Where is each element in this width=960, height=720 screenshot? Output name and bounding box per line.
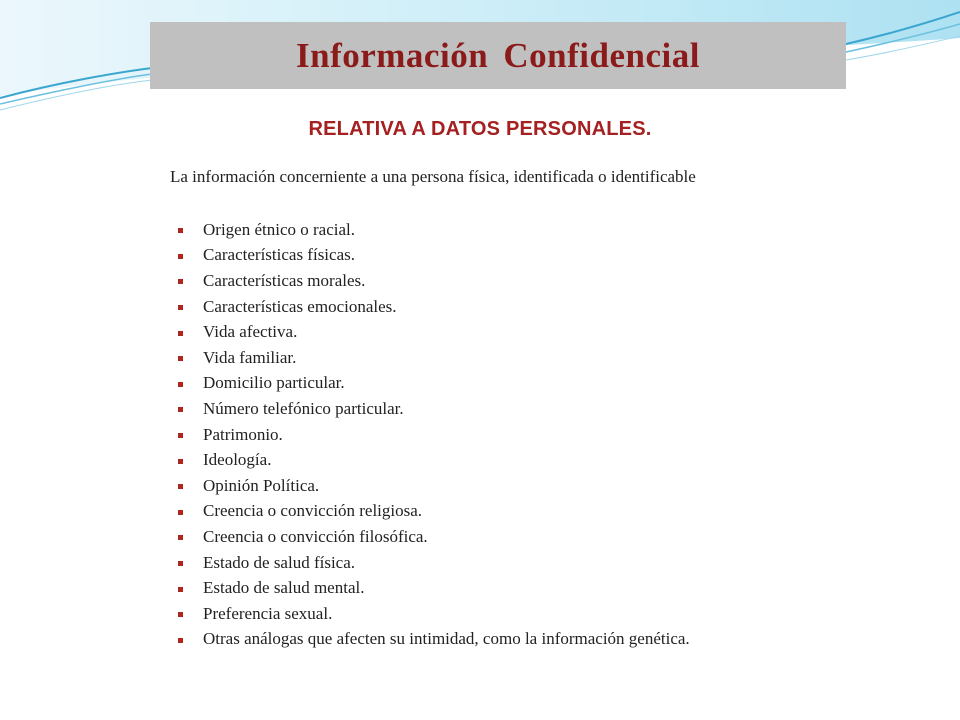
square-bullet-icon (178, 228, 183, 233)
square-bullet-icon (178, 382, 183, 387)
list-item (178, 422, 690, 448)
list-item-text: Ideología. (203, 450, 272, 470)
square-bullet-icon (178, 356, 183, 361)
list-item-text: Características emocionales. (203, 296, 397, 316)
list-item (178, 627, 690, 653)
slide-title: Información Confidencial (296, 35, 700, 75)
intro-text: La información concerniente a una persona física, identificada o identificable (170, 167, 696, 186)
list-item (178, 371, 690, 397)
list-item (178, 447, 690, 473)
list-item-text: Patrimonio. (203, 424, 283, 444)
list-item (178, 294, 690, 320)
list-item (178, 499, 690, 525)
square-bullet-icon (178, 535, 183, 540)
square-bullet-icon (178, 510, 183, 515)
square-bullet-icon (178, 484, 183, 489)
square-bullet-icon (178, 305, 183, 310)
list-item-text: Creencia o convicción religiosa. (203, 501, 423, 521)
list-item (178, 217, 690, 243)
square-bullet-icon (178, 638, 183, 643)
square-bullet-icon (178, 433, 183, 438)
list-item (178, 550, 690, 576)
list-item (178, 396, 690, 422)
square-bullet-icon (178, 612, 183, 617)
list-item (178, 524, 690, 550)
square-bullet-icon (178, 561, 183, 566)
square-bullet-icon (178, 459, 183, 464)
square-bullet-icon (178, 587, 183, 592)
list-item (178, 345, 690, 371)
list-item-text: Características morales. (203, 270, 366, 290)
square-bullet-icon (178, 331, 183, 336)
list-item (178, 268, 690, 294)
list-item-text: Características físicas. (203, 245, 355, 265)
list-item-text: Estado de salud física. (203, 552, 356, 572)
list-item (178, 601, 690, 627)
list-item-text: Número telefónico particular. (203, 398, 404, 418)
square-bullet-icon (178, 407, 183, 412)
list-item (178, 473, 690, 499)
list-item (178, 575, 690, 601)
list-item-text: Vida afectiva. (203, 322, 298, 342)
list-item-text: Estado de salud mental. (203, 578, 365, 598)
title-box (150, 22, 846, 89)
list-item (178, 243, 690, 269)
list-item-text: Otras análogas que afecten su intimidad, como la información genética. (203, 629, 690, 649)
square-bullet-icon (178, 279, 183, 284)
list-item-text: Creencia o convicción filosófica. (203, 526, 428, 546)
list-item (178, 319, 690, 345)
list-item-text: Domicilio particular. (203, 373, 345, 393)
list-item-text: Opinión Política. (203, 475, 320, 495)
slide-subtitle: RELATIVA A DATOS PERSONALES. (308, 118, 652, 140)
list-item-text: Vida familiar. (203, 347, 297, 367)
bullet-list (178, 217, 690, 652)
square-bullet-icon (178, 254, 183, 259)
list-item-text: Preferencia sexual. (203, 603, 333, 623)
list-item-text: Origen étnico o racial. (203, 219, 355, 239)
